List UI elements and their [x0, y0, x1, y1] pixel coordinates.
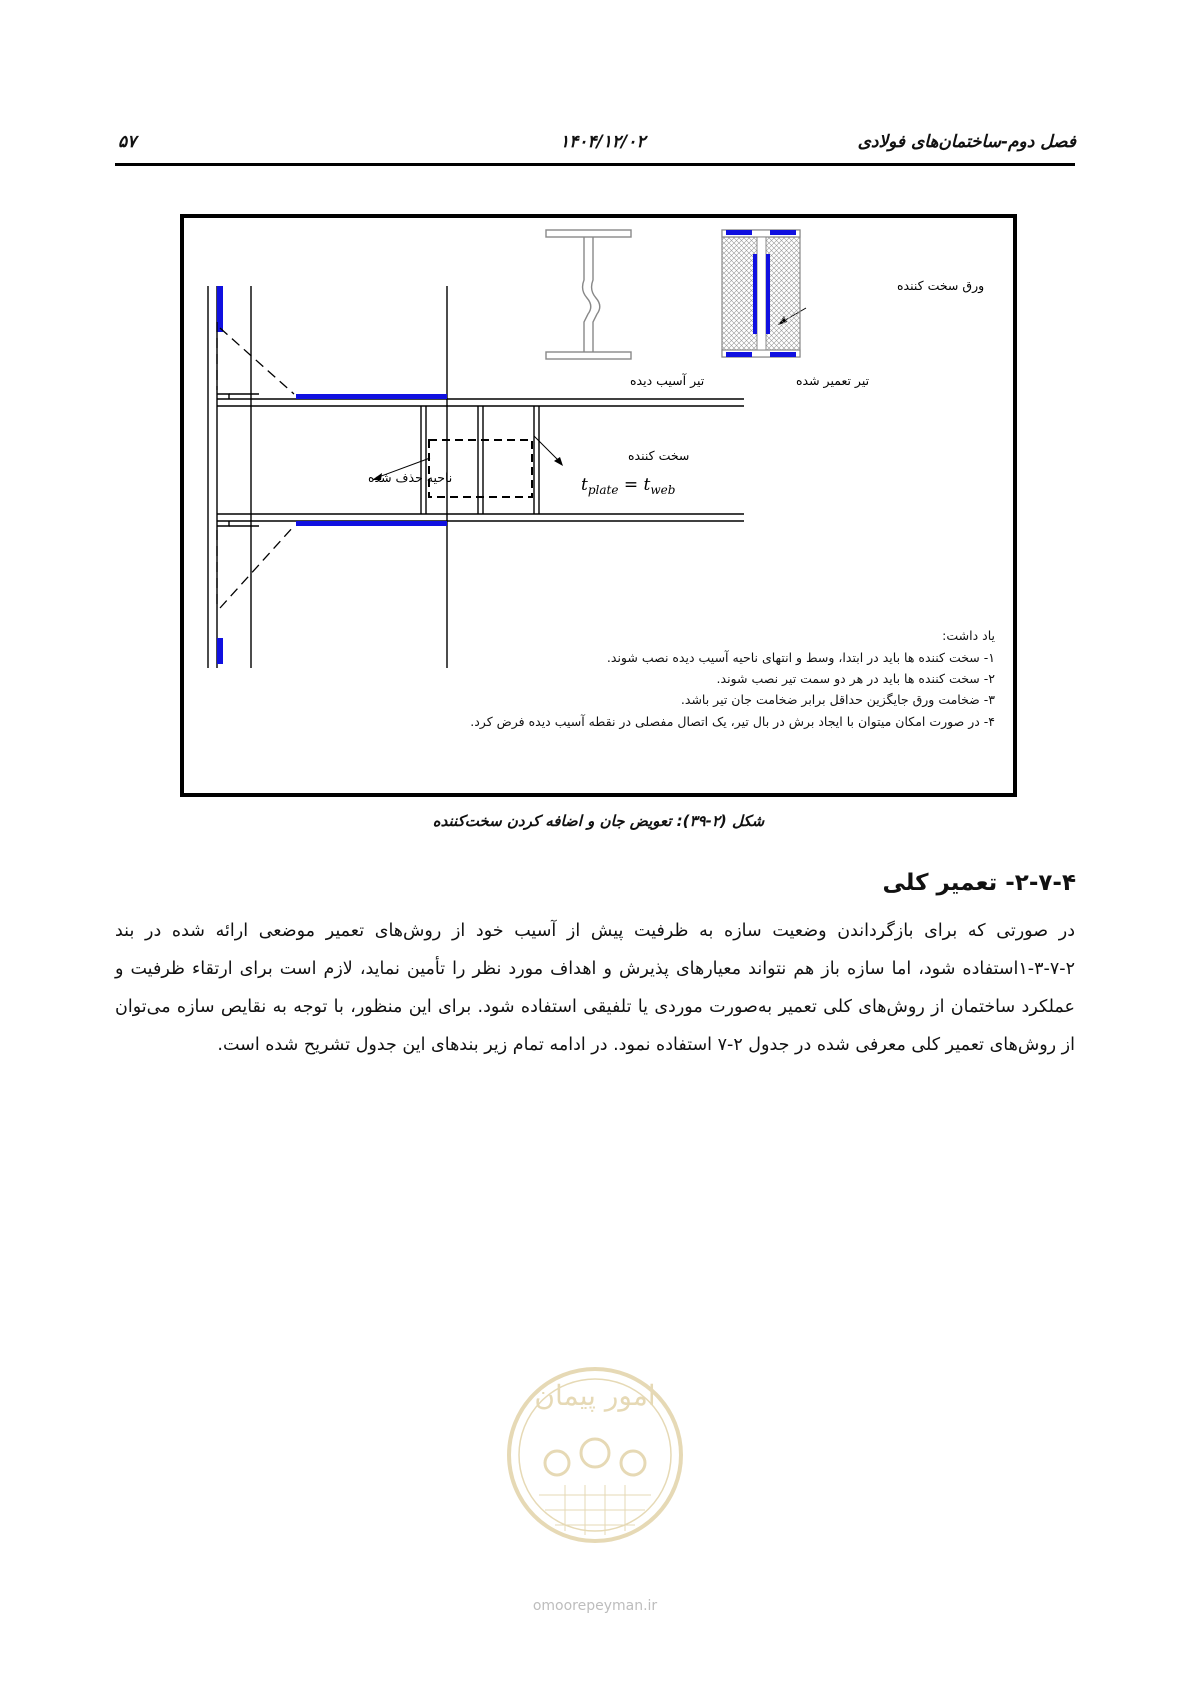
- repaired-beam-section: [722, 230, 800, 357]
- damaged-beam-section: [546, 230, 631, 359]
- chapter-title: فصل دوم-ساختمان‌های فولادی: [857, 132, 1076, 152]
- thickness-equation: $t_{plate} = t_{web}$: [581, 475, 676, 497]
- haunch-dashed: [217, 322, 294, 610]
- watermark-url: omoorepeyman.ir: [532, 1598, 658, 1614]
- note-item: ۲- سخت کننده ها باید در هر دو سمت تیر نصب شوند.: [716, 671, 995, 686]
- section-title: ۲-۷-۴- تعمیر کلی: [882, 870, 1076, 896]
- watermark-logo-text: امور پیمان: [534, 1379, 656, 1412]
- removed-region-box: [429, 440, 532, 497]
- note-item: ۴- در صورت امکان میتوان با ایجاد برش در بال تیر، یک اتصال مفصلی در نقطه آسیب دیده فرض کرد.: [470, 714, 995, 729]
- figure-caption: شکل (۲-۳۹): تعویض جان و اضافه کردن سخت‌کننده: [432, 812, 765, 830]
- note-item: ۳- ضخامت ورق جایگزین حداقل برابر ضخامت جان تیر باشد.: [680, 692, 995, 707]
- figure-frame: [180, 214, 1017, 797]
- page-number: ۵۷: [118, 132, 137, 152]
- removed-region-label: ناحیه حذف شده: [368, 470, 453, 485]
- watermark-logo: [495, 1345, 695, 1585]
- note-item: ۱- سخت کننده ها باید در ابتدا، وسط و انتهای ناحیه آسیب دیده نصب شوند.: [606, 650, 995, 665]
- header-divider: [115, 163, 1075, 166]
- stiffener-plate-label: ورق سخت کننده: [897, 278, 985, 293]
- header-date: ۱۴۰۴/۱۲/۰۲: [560, 132, 646, 152]
- notes-title: یاد داشت:: [942, 628, 995, 643]
- stiffener-label: سخت کننده: [628, 448, 690, 463]
- repaired-beam-label: تیر تعمیر شده: [796, 373, 870, 388]
- section-paragraph: در صورتی که برای بازگرداندن وضعیت سازه به ظرفیت پیش از آسیب خود از روش‌های تعمیر موضعی ارائه شده در بند ۲-۷-۳-۱استفاده شود، اما سازه باز هم نتواند معیارهای پذیرش و اهداف مورد نظر را تأمین نماید، لازم است برای ارتقاء ظرفیت و عملکرد ساختمان از روش‌های کلی تعمیر به‌صورت موردی یا تلفیقی استفاده شود. برای این منظور، با توجه به نقایص سازه می‌توان از روش‌های تعمیر کلی معرفی شده در جدول ۲-۷ استفاده نمود. در ادامه تمام زیر بندهای این جدول تشریح شده است.: [115, 921, 1075, 1055]
- damaged-beam-label: تیر آسیب دیده: [630, 373, 705, 388]
